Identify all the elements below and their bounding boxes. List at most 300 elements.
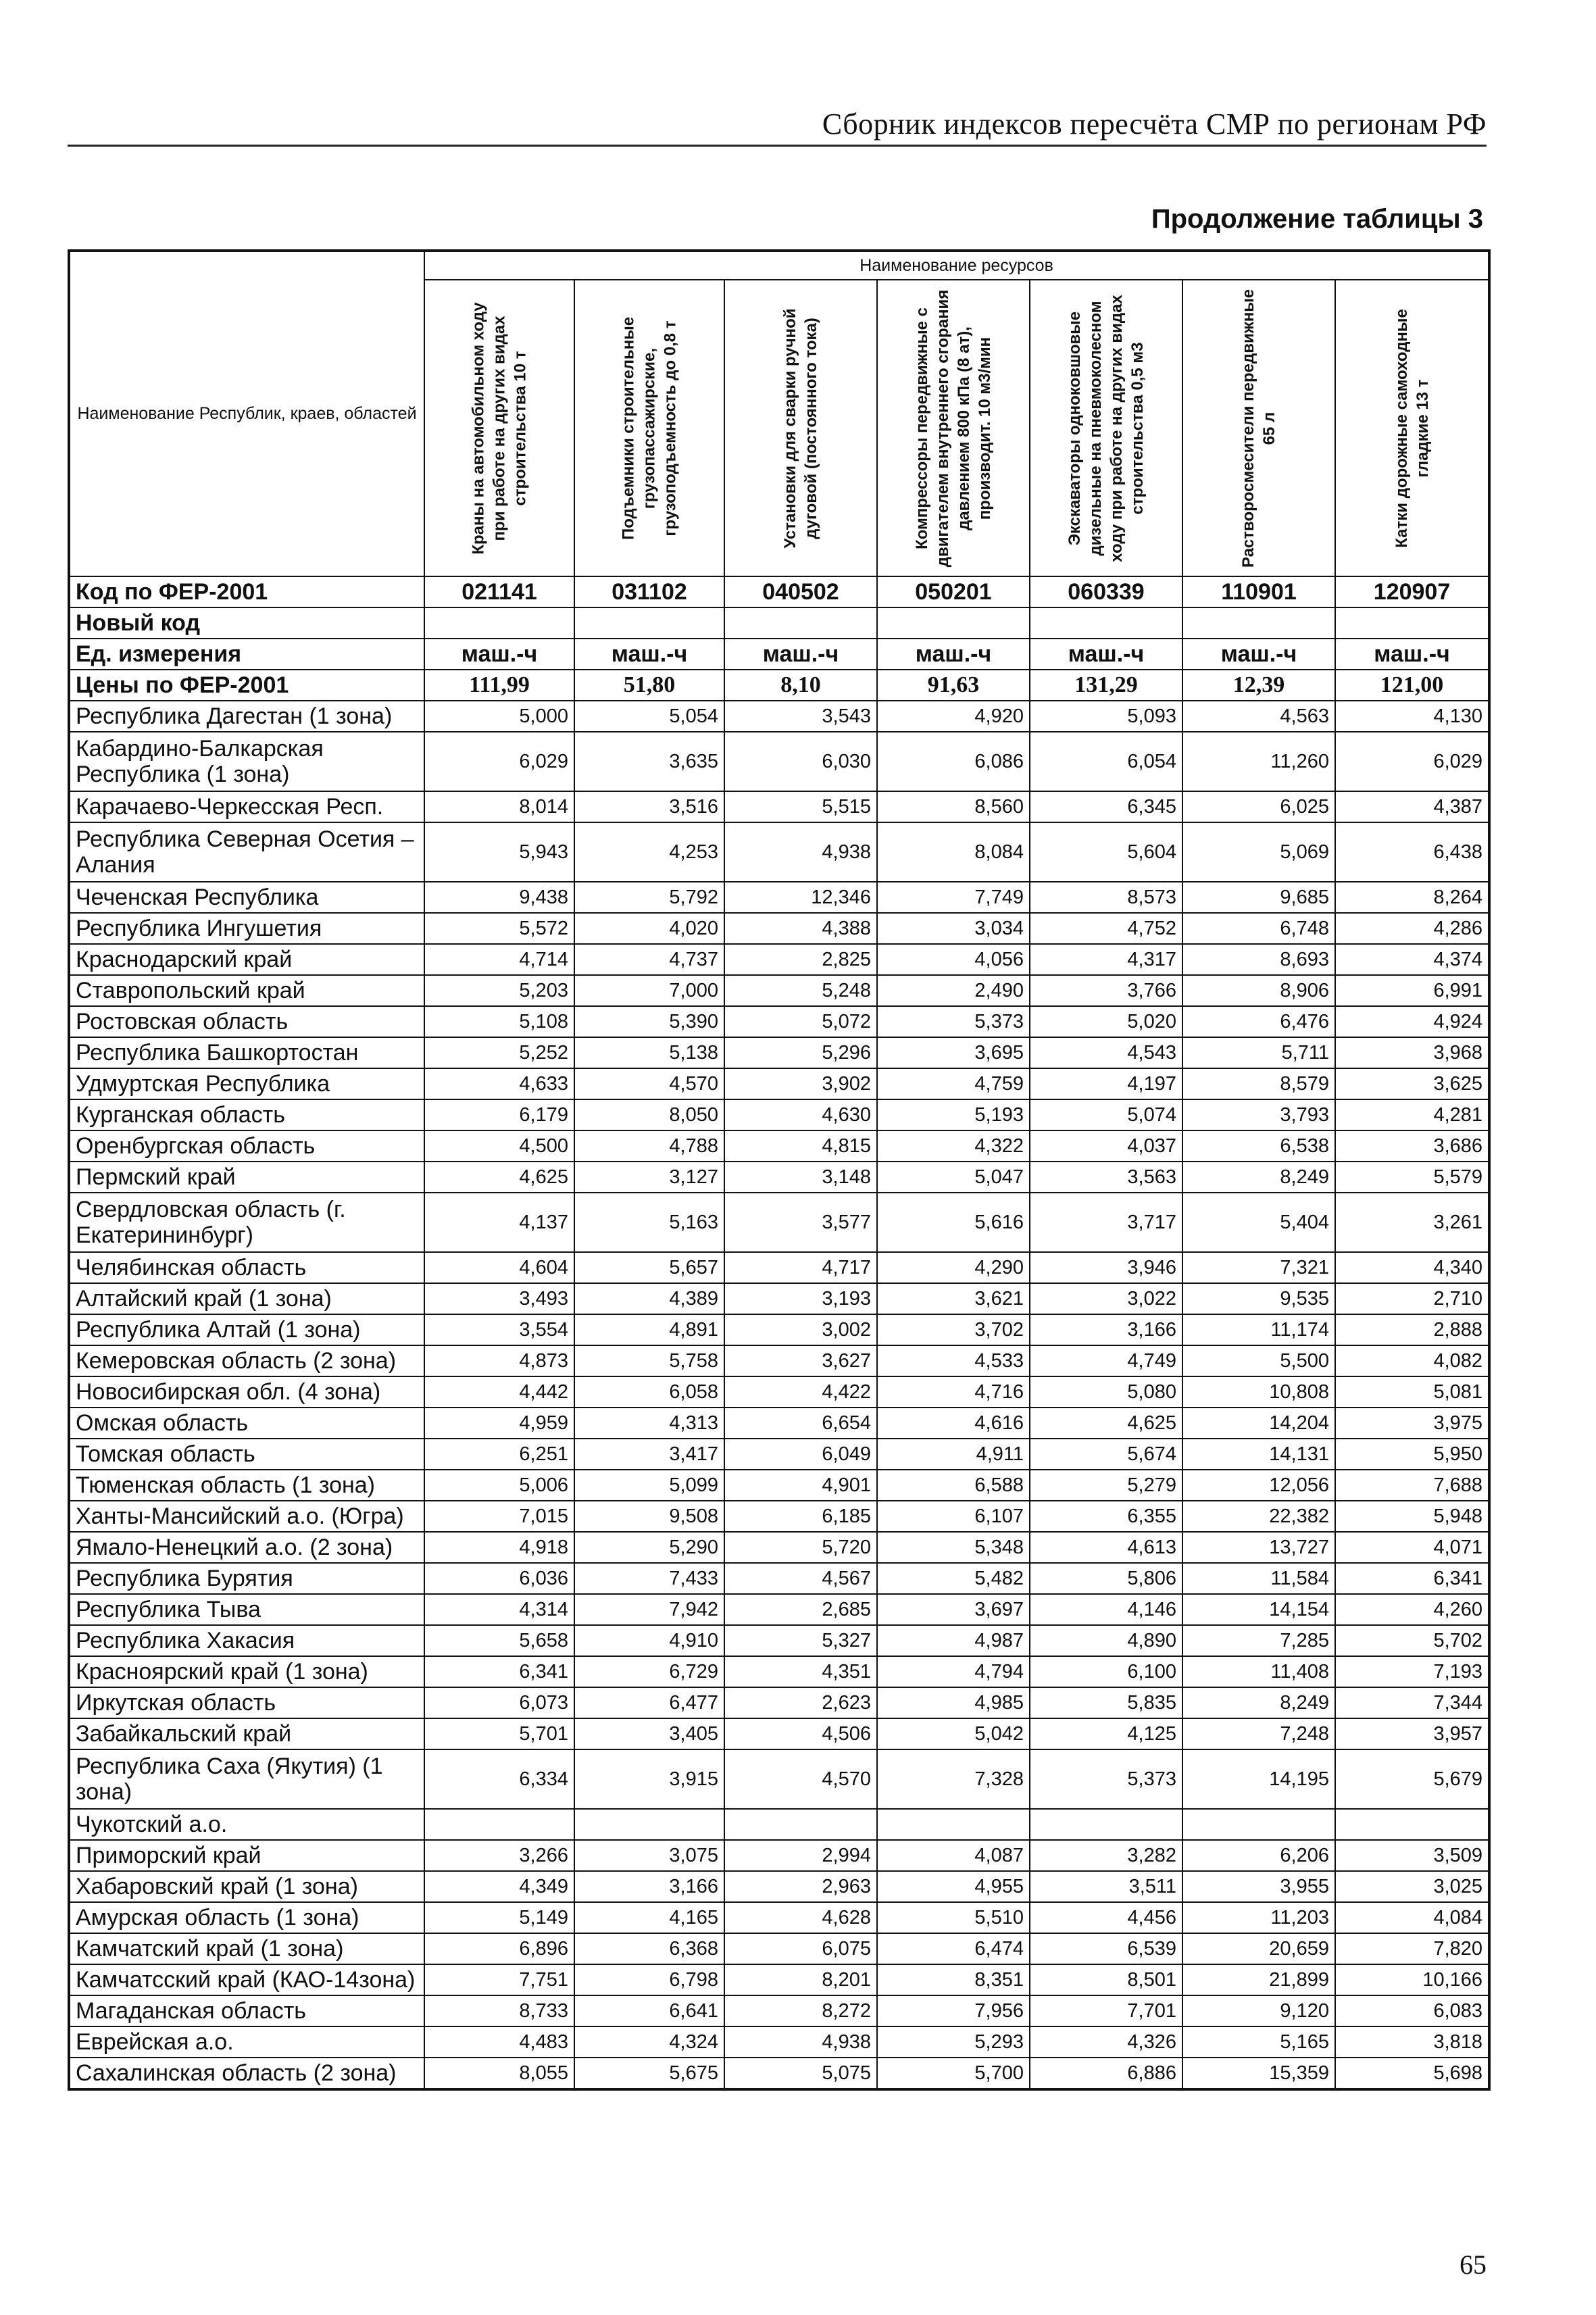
index-value: 11,584	[1182, 1563, 1335, 1594]
meta-value: маш.-ч	[1030, 639, 1182, 670]
meta-label: Цены по ФЕР-2001	[69, 670, 424, 701]
index-value: 8,351	[877, 1964, 1030, 1995]
index-value: 3,509	[1335, 1840, 1489, 1871]
meta-value: 91,63	[877, 670, 1030, 701]
index-value: 4,920	[877, 701, 1030, 732]
index-value: 4,500	[424, 1130, 574, 1162]
index-value: 6,474	[877, 1933, 1030, 1964]
index-value: 8,573	[1030, 882, 1182, 913]
index-value: 4,071	[1335, 1532, 1489, 1563]
index-value: 7,285	[1182, 1625, 1335, 1656]
index-value: 4,037	[1030, 1130, 1182, 1162]
index-value: 4,422	[724, 1376, 877, 1408]
index-value: 5,163	[574, 1193, 724, 1252]
resource-name: Подъемники строительные грузопассажирские, грузоподъемность до 0,8 т	[619, 316, 680, 540]
table-row	[69, 1099, 1489, 1130]
index-value: 3,554	[424, 1314, 574, 1345]
index-value: 6,251	[424, 1439, 574, 1470]
region-name: Ставропольский край	[69, 975, 424, 1006]
index-value: 8,693	[1182, 944, 1335, 975]
meta-value	[1335, 607, 1489, 639]
index-value: 3,563	[1030, 1162, 1182, 1193]
index-value: 8,055	[424, 2058, 574, 2089]
index-value: 4,165	[574, 1902, 724, 1933]
index-value: 7,433	[574, 1563, 724, 1594]
index-value: 4,326	[1030, 2026, 1182, 2058]
index-value: 3,127	[574, 1162, 724, 1193]
index-value: 9,535	[1182, 1283, 1335, 1314]
index-value: 5,203	[424, 975, 574, 1006]
region-name: Алтайский край (1 зона)	[69, 1283, 424, 1314]
index-value: 5,054	[574, 701, 724, 732]
index-value: 7,248	[1182, 1718, 1335, 1749]
index-value: 11,203	[1182, 1902, 1335, 1933]
index-value: 4,317	[1030, 944, 1182, 975]
meta-value: 131,29	[1030, 670, 1182, 701]
index-value: 4,987	[877, 1625, 1030, 1656]
index-value: 14,154	[1182, 1594, 1335, 1625]
index-value: 3,282	[1030, 1840, 1182, 1871]
index-value: 5,373	[1030, 1749, 1182, 1809]
table-row	[69, 1283, 1489, 1314]
index-value: 5,108	[424, 1006, 574, 1037]
index-value: 5,373	[877, 1006, 1030, 1037]
meta-label: Новый код	[69, 607, 424, 639]
index-value: 2,825	[724, 944, 877, 975]
index-value: 7,688	[1335, 1470, 1489, 1501]
index-value: 5,006	[424, 1470, 574, 1501]
index-value: 3,946	[1030, 1252, 1182, 1283]
table-row	[69, 1749, 1489, 1809]
index-value: 5,720	[724, 1532, 877, 1563]
index-value: 4,567	[724, 1563, 877, 1594]
index-value: 21,899	[1182, 1964, 1335, 1995]
region-name: Республика Саха (Якутия) (1 зона)	[69, 1749, 424, 1809]
meta-value: 050201	[877, 576, 1030, 607]
index-value: 4,313	[574, 1408, 724, 1439]
index-value: 4,788	[574, 1130, 724, 1162]
index-value: 7,000	[574, 975, 724, 1006]
table-row	[69, 791, 1489, 822]
index-value: 4,873	[424, 1345, 574, 1376]
index-value: 3,793	[1182, 1099, 1335, 1130]
region-name: Удмуртская Республика	[69, 1068, 424, 1099]
meta-value: 060339	[1030, 576, 1182, 607]
index-value: 5,792	[574, 882, 724, 913]
index-value: 4,714	[424, 944, 574, 975]
index-value: 6,036	[424, 1563, 574, 1594]
region-name: Пермский край	[69, 1162, 424, 1193]
index-value: 4,281	[1335, 1099, 1489, 1130]
meta-row-unit	[69, 639, 1489, 670]
resource-column-header	[424, 280, 574, 576]
region-name: Республика Ингушетия	[69, 913, 424, 944]
index-value: 3,022	[1030, 1283, 1182, 1314]
meta-value: 021141	[424, 576, 574, 607]
index-value: 11,408	[1182, 1656, 1335, 1687]
index-value: 3,261	[1335, 1193, 1489, 1252]
index-value: 7,701	[1030, 1995, 1182, 2026]
index-value: 13,727	[1182, 1532, 1335, 1563]
index-value: 9,438	[424, 882, 574, 913]
region-name: Камчатсский край (КАО-14зона)	[69, 1964, 424, 1995]
table-row	[69, 913, 1489, 944]
index-value: 4,570	[724, 1749, 877, 1809]
index-value: 4,260	[1335, 1594, 1489, 1625]
region-name: Краснодарский край	[69, 944, 424, 975]
page-header-title: Сборник индексов пересчёта СМР по регионам РФ	[822, 107, 1487, 141]
table-row	[69, 944, 1489, 975]
index-value: 6,477	[574, 1687, 724, 1718]
index-value: 6,654	[724, 1408, 877, 1439]
index-value: 3,818	[1335, 2026, 1489, 2058]
index-value: 6,029	[424, 732, 574, 791]
index-value: 3,702	[877, 1314, 1030, 1345]
resource-column-header	[574, 280, 724, 576]
meta-value: маш.-ч	[1182, 639, 1335, 670]
index-value: 4,543	[1030, 1037, 1182, 1068]
region-column-header: Наименование Республик, краев, областей	[69, 251, 424, 576]
meta-value: 8,10	[724, 670, 877, 701]
meta-row-new-code	[69, 607, 1489, 639]
region-name: Магаданская область	[69, 1995, 424, 2026]
index-value: 6,886	[1030, 2058, 1182, 2089]
index-value: 4,456	[1030, 1902, 1182, 1933]
index-value: 4,146	[1030, 1594, 1182, 1625]
index-value: 6,476	[1182, 1006, 1335, 1037]
index-value: 3,511	[1030, 1871, 1182, 1902]
table-row	[69, 1037, 1489, 1068]
region-name: Сахалинская область (2 зона)	[69, 2058, 424, 2089]
index-value: 3,543	[724, 701, 877, 732]
index-value: 5,658	[424, 1625, 574, 1656]
index-value: 5,074	[1030, 1099, 1182, 1130]
region-name: Ямало-Ненецкий а.о. (2 зона)	[69, 1532, 424, 1563]
index-value: 6,368	[574, 1933, 724, 1964]
index-value: 3,417	[574, 1439, 724, 1470]
header-rule	[68, 145, 1487, 147]
index-value: 7,344	[1335, 1687, 1489, 1718]
index-value: 3,193	[724, 1283, 877, 1314]
resource-column-header	[877, 280, 1030, 576]
index-value: 2,623	[724, 1687, 877, 1718]
index-value: 8,264	[1335, 882, 1489, 913]
region-name: Амурская область (1 зона)	[69, 1902, 424, 1933]
index-value: 5,515	[724, 791, 877, 822]
index-value: 6,438	[1335, 822, 1489, 882]
meta-value: 040502	[724, 576, 877, 607]
index-value: 5,348	[877, 1532, 1030, 1563]
index-value: 5,000	[424, 701, 574, 732]
region-name: Республика Северная Осетия – Алания	[69, 822, 424, 882]
table-row	[69, 701, 1489, 732]
meta-value	[1030, 607, 1182, 639]
index-value: 4,340	[1335, 1252, 1489, 1283]
index-value: 5,279	[1030, 1470, 1182, 1501]
index-value: 5,165	[1182, 2026, 1335, 2058]
index-value: 6,075	[724, 1933, 877, 1964]
table-row	[69, 1933, 1489, 1964]
index-value: 4,759	[877, 1068, 1030, 1099]
region-name: Республика Бурятия	[69, 1563, 424, 1594]
meta-value: 111,99	[424, 670, 574, 701]
table-row	[69, 2058, 1489, 2089]
meta-value: 12,39	[1182, 670, 1335, 701]
table-row	[69, 1376, 1489, 1408]
table-row	[69, 882, 1489, 913]
index-value: 3,625	[1335, 1068, 1489, 1099]
resource-name: Установки для сварки ручной дуговой (постоянного тока)	[781, 307, 820, 549]
index-value: 6,748	[1182, 913, 1335, 944]
meta-value	[877, 607, 1030, 639]
table-row	[69, 1840, 1489, 1871]
meta-value: 120907	[1335, 576, 1489, 607]
index-value: 3,975	[1335, 1408, 1489, 1439]
index-value: 7,820	[1335, 1933, 1489, 1964]
index-value: 8,560	[877, 791, 1030, 822]
index-value: 2,685	[724, 1594, 877, 1625]
index-value: 4,737	[574, 944, 724, 975]
index-value: 7,956	[877, 1995, 1030, 2026]
index-value: 6,355	[1030, 1501, 1182, 1532]
resource-column-header	[724, 280, 877, 576]
index-value: 5,702	[1335, 1625, 1489, 1656]
index-value: 4,717	[724, 1252, 877, 1283]
index-value: 6,206	[1182, 1840, 1335, 1871]
index-value: 3,686	[1335, 1130, 1489, 1162]
index-value: 6,538	[1182, 1130, 1335, 1162]
region-name: Приморский край	[69, 1840, 424, 1871]
meta-value	[1182, 607, 1335, 639]
region-name: Курганская область	[69, 1099, 424, 1130]
index-value: 4,137	[424, 1193, 574, 1252]
table-row	[69, 1345, 1489, 1376]
index-value: 5,248	[724, 975, 877, 1006]
index-value: 8,733	[424, 1995, 574, 2026]
index-value: 6,341	[424, 1656, 574, 1687]
index-value: 4,616	[877, 1408, 1030, 1439]
index-value: 5,327	[724, 1625, 877, 1656]
index-value: 5,835	[1030, 1687, 1182, 1718]
index-value: 4,625	[424, 1162, 574, 1193]
meta-value: маш.-ч	[877, 639, 1030, 670]
table-row	[69, 822, 1489, 882]
index-value: 5,149	[424, 1902, 574, 1933]
index-value: 5,572	[424, 913, 574, 944]
index-value: 8,501	[1030, 1964, 1182, 1995]
meta-value: маш.-ч	[574, 639, 724, 670]
index-value: 5,093	[1030, 701, 1182, 732]
meta-value: 121,00	[1335, 670, 1489, 701]
index-value: 4,130	[1335, 701, 1489, 732]
meta-row-code	[69, 576, 1489, 607]
table-row	[69, 1408, 1489, 1439]
index-value: 5,500	[1182, 1345, 1335, 1376]
index-value: 5,138	[574, 1037, 724, 1068]
index-value: 6,334	[424, 1749, 574, 1809]
index-value: 3,957	[1335, 1718, 1489, 1749]
index-value: 4,570	[574, 1068, 724, 1099]
index-value: 4,955	[877, 1871, 1030, 1902]
index-value: 4,613	[1030, 1532, 1182, 1563]
index-value: 4,506	[724, 1718, 877, 1749]
index-value	[1182, 1809, 1335, 1840]
index-value: 4,716	[877, 1376, 1030, 1408]
region-name: Оренбургская область	[69, 1130, 424, 1162]
index-value: 12,346	[724, 882, 877, 913]
table-continuation-label: Продолжение таблицы 3	[1151, 204, 1483, 234]
index-value: 9,685	[1182, 882, 1335, 913]
meta-value	[724, 607, 877, 639]
index-value: 5,510	[877, 1902, 1030, 1933]
index-value: 4,910	[574, 1625, 724, 1656]
index-value: 5,390	[574, 1006, 724, 1037]
resource-name: Краны на автомобильном ходу при работе на других видах строительства 10 т	[469, 301, 530, 555]
index-value: 3,621	[877, 1283, 1030, 1314]
index-value: 14,204	[1182, 1408, 1335, 1439]
index-value: 9,508	[574, 1501, 724, 1532]
index-value: 5,252	[424, 1037, 574, 1068]
index-value: 4,604	[424, 1252, 574, 1283]
region-name: Камчатский край (1 зона)	[69, 1933, 424, 1964]
index-value: 4,563	[1182, 701, 1335, 732]
index-value: 3,034	[877, 913, 1030, 944]
index-value: 3,635	[574, 732, 724, 791]
table-row	[69, 1995, 1489, 2026]
index-value: 6,054	[1030, 732, 1182, 791]
index-value	[1335, 1809, 1489, 1840]
index-value: 4,314	[424, 1594, 574, 1625]
index-value: 20,659	[1182, 1933, 1335, 1964]
table-row	[69, 1501, 1489, 1532]
index-value: 5,711	[1182, 1037, 1335, 1068]
region-name: Еврейская а.о.	[69, 2026, 424, 2058]
index-value: 3,166	[1030, 1314, 1182, 1345]
region-name: Свердловская область (г. Екатерининбург)	[69, 1193, 424, 1252]
meta-value: 031102	[574, 576, 724, 607]
region-name: Карачаево-Черкесская Респ.	[69, 791, 424, 822]
index-value: 4,351	[724, 1656, 877, 1687]
index-value: 4,483	[424, 2026, 574, 2058]
meta-row-price	[69, 670, 1489, 701]
index-value: 2,963	[724, 1871, 877, 1902]
index-value: 3,148	[724, 1162, 877, 1193]
table-row	[69, 732, 1489, 791]
index-value: 4,749	[1030, 1345, 1182, 1376]
table-row	[69, 1718, 1489, 1749]
index-value: 4,891	[574, 1314, 724, 1345]
region-name: Ханты-Мансийский а.о. (Югра)	[69, 1501, 424, 1532]
region-name: Омская область	[69, 1408, 424, 1439]
index-value: 15,359	[1182, 2058, 1335, 2089]
region-name: Новосибирская обл. (4 зона)	[69, 1376, 424, 1408]
region-name: Республика Хакасия	[69, 1625, 424, 1656]
index-value: 4,082	[1335, 1345, 1489, 1376]
index-value: 12,056	[1182, 1470, 1335, 1501]
index-value: 7,015	[424, 1501, 574, 1532]
index-value: 3,405	[574, 1718, 724, 1749]
index-value: 3,516	[574, 791, 724, 822]
table-row	[69, 2026, 1489, 2058]
region-name: Тюменская область (1 зона)	[69, 1470, 424, 1501]
table-row	[69, 1068, 1489, 1099]
index-value	[1030, 1809, 1182, 1840]
index-value: 10,166	[1335, 1964, 1489, 1995]
resources-header: Наименование ресурсов	[424, 251, 1489, 280]
region-name: Ростовская область	[69, 1006, 424, 1037]
index-value: 3,166	[574, 1871, 724, 1902]
table-row	[69, 1625, 1489, 1656]
index-value	[877, 1809, 1030, 1840]
index-value: 4,918	[424, 1532, 574, 1563]
index-value: 4,286	[1335, 913, 1489, 944]
index-value: 5,675	[574, 2058, 724, 2089]
index-value: 5,616	[877, 1193, 1030, 1252]
resource-column-header	[1335, 280, 1489, 576]
index-value: 4,322	[877, 1130, 1030, 1162]
region-index-table	[68, 249, 1491, 2091]
table-row	[69, 1594, 1489, 1625]
index-value: 3,075	[574, 1840, 724, 1871]
index-value: 4,815	[724, 1130, 877, 1162]
index-value: 10,808	[1182, 1376, 1335, 1408]
region-name: Забайкальский край	[69, 1718, 424, 1749]
index-value: 5,679	[1335, 1749, 1489, 1809]
index-value: 4,388	[724, 913, 877, 944]
table-row	[69, 1439, 1489, 1470]
index-value: 5,950	[1335, 1439, 1489, 1470]
index-value: 5,072	[724, 1006, 877, 1037]
index-value: 6,025	[1182, 791, 1335, 822]
index-value: 4,633	[424, 1068, 574, 1099]
index-value: 5,020	[1030, 1006, 1182, 1037]
index-value: 2,490	[877, 975, 1030, 1006]
index-value: 4,630	[724, 1099, 877, 1130]
table-row	[69, 1871, 1489, 1902]
index-value: 8,579	[1182, 1068, 1335, 1099]
index-value	[424, 1809, 574, 1840]
index-value: 6,073	[424, 1687, 574, 1718]
index-value: 5,404	[1182, 1193, 1335, 1252]
index-value: 6,896	[424, 1933, 574, 1964]
index-value: 4,374	[1335, 944, 1489, 975]
index-value: 22,382	[1182, 1501, 1335, 1532]
index-value: 2,888	[1335, 1314, 1489, 1345]
index-value: 5,075	[724, 2058, 877, 2089]
meta-value	[424, 607, 574, 639]
index-value: 4,253	[574, 822, 724, 882]
index-value: 4,084	[1335, 1902, 1489, 1933]
index-value: 5,099	[574, 1470, 724, 1501]
index-value: 6,179	[424, 1099, 574, 1130]
index-value: 6,588	[877, 1470, 1030, 1501]
index-value: 6,083	[1335, 1995, 1489, 2026]
index-value: 6,107	[877, 1501, 1030, 1532]
table-row	[69, 1162, 1489, 1193]
meta-label: Ед. измерения	[69, 639, 424, 670]
resource-column-header	[1030, 280, 1182, 576]
index-value: 6,641	[574, 1995, 724, 2026]
index-value: 5,290	[574, 1532, 724, 1563]
index-value: 7,751	[424, 1964, 574, 1995]
index-value: 14,195	[1182, 1749, 1335, 1809]
index-value: 6,086	[877, 732, 1030, 791]
meta-value: маш.-ч	[724, 639, 877, 670]
index-value: 11,260	[1182, 732, 1335, 791]
index-value: 8,014	[424, 791, 574, 822]
index-value: 4,901	[724, 1470, 877, 1501]
index-value: 6,030	[724, 732, 877, 791]
